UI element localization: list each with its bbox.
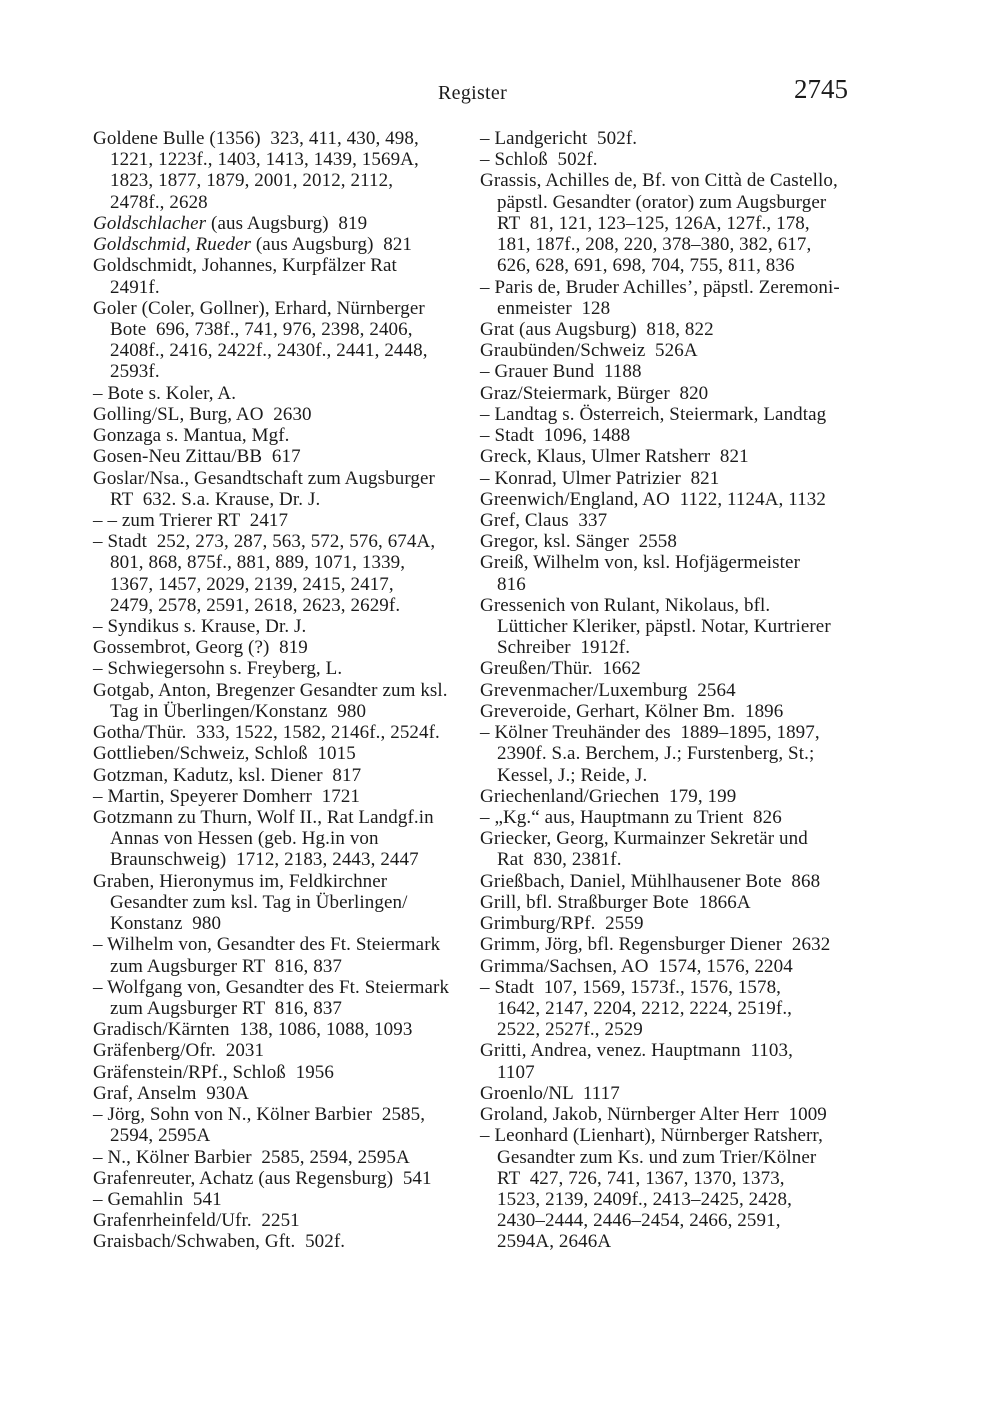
index-line: Annas von Hessen (geb. Hg.in von xyxy=(110,828,379,850)
index-line: zum Augsburger RT 816, 837 xyxy=(110,955,343,977)
index-line: Gosen-Neu Zittau/BB 617 xyxy=(93,446,301,468)
index-line: RT 632. S.a. Krause, Dr. J. xyxy=(110,488,321,510)
index-line: Schreiber 1912f. xyxy=(497,637,631,659)
index-line: – Jörg, Sohn von N., Kölner Barbier 2585, xyxy=(93,1104,426,1126)
index-line: – Kölner Treuhänder des 1889–1895, 1897, xyxy=(480,722,820,744)
index-line: Groenlo/NL 1117 xyxy=(480,1082,620,1104)
index-line: – – zum Trierer RT 2417 xyxy=(93,509,289,531)
index-line: Goldschlacher (aus Augsburg) 819 xyxy=(93,212,368,234)
index-line: Graf, Anselm 930A xyxy=(93,1082,249,1104)
index-line: Grevenmacher/Luxemburg 2564 xyxy=(480,679,736,701)
index-line: Greiß, Wilhelm von, ksl. Hofjägermeister xyxy=(480,552,801,574)
index-line: Gossembrot, Georg (?) 819 xyxy=(93,637,308,659)
index-line: Gref, Claus 337 xyxy=(480,509,608,531)
index-line: Greenwich/England, AO 1122, 1124A, 1132 xyxy=(480,488,826,510)
index-line: – Grauer Bund 1188 xyxy=(480,361,642,383)
index-line: Gradisch/Kärnten 138, 1086, 1088, 1093 xyxy=(93,1019,413,1041)
index-line: – Landtag s. Österreich, Steiermark, Landtag xyxy=(480,403,827,425)
index-line: – Stadt 252, 273, 287, 563, 572, 576, 674A, xyxy=(93,531,436,553)
index-line: 2491f. xyxy=(110,276,160,298)
index-line: – Leonhard (Lienhart), Nürnberger Ratsherr, xyxy=(480,1125,823,1147)
index-line: Kessel, J.; Reide, J. xyxy=(497,764,648,786)
column-left xyxy=(93,128,495,1253)
index-line: 1823, 1877, 1879, 2001, 2012, 2112, xyxy=(110,170,394,192)
index-line: RT 427, 726, 741, 1367, 1370, 1373, xyxy=(497,1167,785,1189)
index-line: – Stadt 1096, 1488 xyxy=(480,425,631,447)
index-line: – Wolfgang von, Gesandter des Ft. Steiermark xyxy=(93,976,450,998)
index-line: 816 xyxy=(497,573,526,595)
index-line: Gritti, Andrea, venez. Hauptmann 1103, xyxy=(480,1040,793,1062)
index-line: 2522, 2527f., 2529 xyxy=(497,1019,643,1041)
index-line: Grafenrheinfeld/Ufr. 2251 xyxy=(93,1210,300,1232)
index-line: Griecker, Georg, Kurmainzer Sekretär und xyxy=(480,828,808,850)
index-line: Golling/SL, Burg, AO 2630 xyxy=(93,403,312,425)
index-line: 2479, 2578, 2591, 2618, 2623, 2629f. xyxy=(110,594,401,616)
index-line: Grimm, Jörg, bfl. Regensburger Diener 2632 xyxy=(480,934,831,956)
index-line: Gesandter zum Ks. und zum Trier/Kölner xyxy=(497,1146,817,1168)
index-line: 2390f. S.a. Berchem, J.; Furstenberg, St.; xyxy=(497,743,815,765)
index-line: Grassis, Achilles de, Bf. von Città de Castello, xyxy=(480,170,838,192)
index-line: 2594, 2595A xyxy=(110,1125,211,1147)
index-line: Goldschmid, Rueder (aus Augsburg) 821 xyxy=(93,234,413,256)
index-line: 1367, 1457, 2029, 2139, 2415, 2417, xyxy=(110,573,394,595)
index-line: Groland, Jakob, Nürnberger Alter Herr 1009 xyxy=(480,1104,827,1126)
index-line: Tag in Überlingen/Konstanz 980 xyxy=(110,700,367,722)
index-line: Goldene Bulle (1356) 323, 411, 430, 498, xyxy=(93,128,419,149)
index-line: 181, 187f., 208, 220, 378–380, 382, 617, xyxy=(497,234,812,256)
index-line: Graisbach/Schwaben, Gft. 502f. xyxy=(93,1231,346,1253)
index-line: Rat 830, 2381f. xyxy=(497,849,622,871)
page-number: 2745 xyxy=(794,74,848,104)
index-line: Griechenland/Griechen 179, 199 xyxy=(480,785,737,807)
index-line: Graben, Hieronymus im, Feldkirchner xyxy=(93,870,388,892)
index-line: Gesandter zum ksl. Tag in Überlingen/ xyxy=(110,891,408,913)
index-line: Gotgab, Anton, Bregenzer Gesandter zum ksl. xyxy=(93,679,448,701)
index-line: Grat (aus Augsburg) 818, 822 xyxy=(480,318,714,340)
index-line: – Wilhelm von, Gesandter des Ft. Steiermark xyxy=(93,934,441,956)
index-line: 801, 868, 875f., 881, 889, 1071, 1339, xyxy=(110,552,406,574)
index-line: – Landgericht 502f. xyxy=(480,128,638,149)
index-line: – Gemahlin 541 xyxy=(93,1188,222,1210)
index-line: – Martin, Speyerer Domherr 1721 xyxy=(93,785,361,807)
index-line: – Bote s. Koler, A. xyxy=(93,382,237,404)
index-line: RT 81, 121, 123–125, 126A, 127f., 178, xyxy=(497,212,810,234)
index-line: 2594A, 2646A xyxy=(497,1231,612,1253)
index-line: 2593f. xyxy=(110,361,160,383)
index-line: Gotzmann zu Thurn, Wolf II., Rat Landgf.in xyxy=(93,807,434,828)
index-line: Lütticher Kleriker, päpstl. Notar, Kurtrierer xyxy=(497,616,831,638)
index-line: Goler (Coler, Gollner), Erhard, Nürnberger xyxy=(93,297,425,319)
index-line: Greck, Klaus, Ulmer Ratsherr 821 xyxy=(480,446,749,468)
index-line: – Syndikus s. Krause, Dr. J. xyxy=(93,616,307,638)
index-line: Graz/Steiermark, Bürger 820 xyxy=(480,382,709,404)
index-line: Grießbach, Daniel, Mühlhausener Bote 868 xyxy=(480,870,821,892)
index-line: Gressenich von Rulant, Nikolaus, bfl. xyxy=(480,594,771,616)
index-line: Greußen/Thür. 1662 xyxy=(480,658,641,680)
index-line: – Schloß 502f. xyxy=(480,149,598,171)
index-line: 2430–2444, 2446–2454, 2466, 2591, xyxy=(497,1210,781,1232)
index-line: 1642, 2147, 2204, 2212, 2224, 2519f., xyxy=(497,997,793,1019)
index-line: 1523, 2139, 2409f., 2413–2425, 2428, xyxy=(497,1188,792,1210)
index-line: Graubünden/Schweiz 526A xyxy=(480,340,698,362)
index-line: Konstanz 980 xyxy=(110,913,222,935)
index-line: Grill, bfl. Straßburger Bote 1866A xyxy=(480,891,751,913)
index-line: 2408f., 2416, 2422f., 2430f., 2441, 2448, xyxy=(110,340,428,362)
index-line: – Paris de, Bruder Achilles’, päpstl. Zeremoni- xyxy=(480,276,840,298)
index-line: 1221, 1223f., 1403, 1413, 1439, 1569A, xyxy=(110,149,419,171)
column-right xyxy=(480,128,882,1253)
index-line: Greveroide, Gerhart, Kölner Bm. 1896 xyxy=(480,700,784,722)
index-line: – Stadt 107, 1569, 1573f., 1576, 1578, xyxy=(480,976,782,998)
index-line: – „Kg.“ aus, Hauptmann zu Trient 826 xyxy=(480,807,782,828)
index-line: Grafenreuter, Achatz (aus Regensburg) 541 xyxy=(93,1167,432,1189)
index-line: Goldschmidt, Johannes, Kurpfälzer Rat xyxy=(93,255,397,277)
index-line: – N., Kölner Barbier 2585, 2594, 2595A xyxy=(93,1146,410,1168)
index-line: – Konrad, Ulmer Patrizier 821 xyxy=(480,467,720,489)
index-line: Gräfenberg/Ofr. 2031 xyxy=(93,1040,265,1062)
index-line: enmeister 128 xyxy=(497,297,611,319)
index-line: Goslar/Nsa., Gesandtschaft zum Augsburger xyxy=(93,467,435,489)
index-line: Gottlieben/Schweiz, Schloß 1015 xyxy=(93,743,356,765)
index-line: päpstl. Gesandter (orator) zum Augsburger xyxy=(497,191,827,213)
index-line: 1107 xyxy=(497,1061,535,1083)
index-line: Gotzman, Kadutz, ksl. Diener 817 xyxy=(93,764,362,786)
index-line: Gräfenstein/RPf., Schloß 1956 xyxy=(93,1061,335,1083)
index-line: Grimburg/RPf. 2559 xyxy=(480,913,644,935)
index-line: 626, 628, 691, 698, 704, 755, 811, 836 xyxy=(497,255,795,277)
page-title: Register xyxy=(438,82,508,104)
index-line: Gonzaga s. Mantua, Mgf. xyxy=(93,425,290,447)
index-line: Grimma/Sachsen, AO 1574, 1576, 2204 xyxy=(480,955,793,977)
index-line: Braunschweig) 1712, 2183, 2443, 2447 xyxy=(110,849,419,871)
index-line: Gotha/Thür. 333, 1522, 1582, 2146f., 2524f. xyxy=(93,722,440,744)
index-line: – Schwiegersohn s. Freyberg, L. xyxy=(93,658,343,680)
index-line: Bote 696, 738f., 741, 976, 2398, 2406, xyxy=(110,318,413,340)
index-line: Gregor, ksl. Sänger 2558 xyxy=(480,531,677,553)
index-line: 2478f., 2628 xyxy=(110,191,208,213)
index-line: zum Augsburger RT 816, 837 xyxy=(110,997,343,1019)
